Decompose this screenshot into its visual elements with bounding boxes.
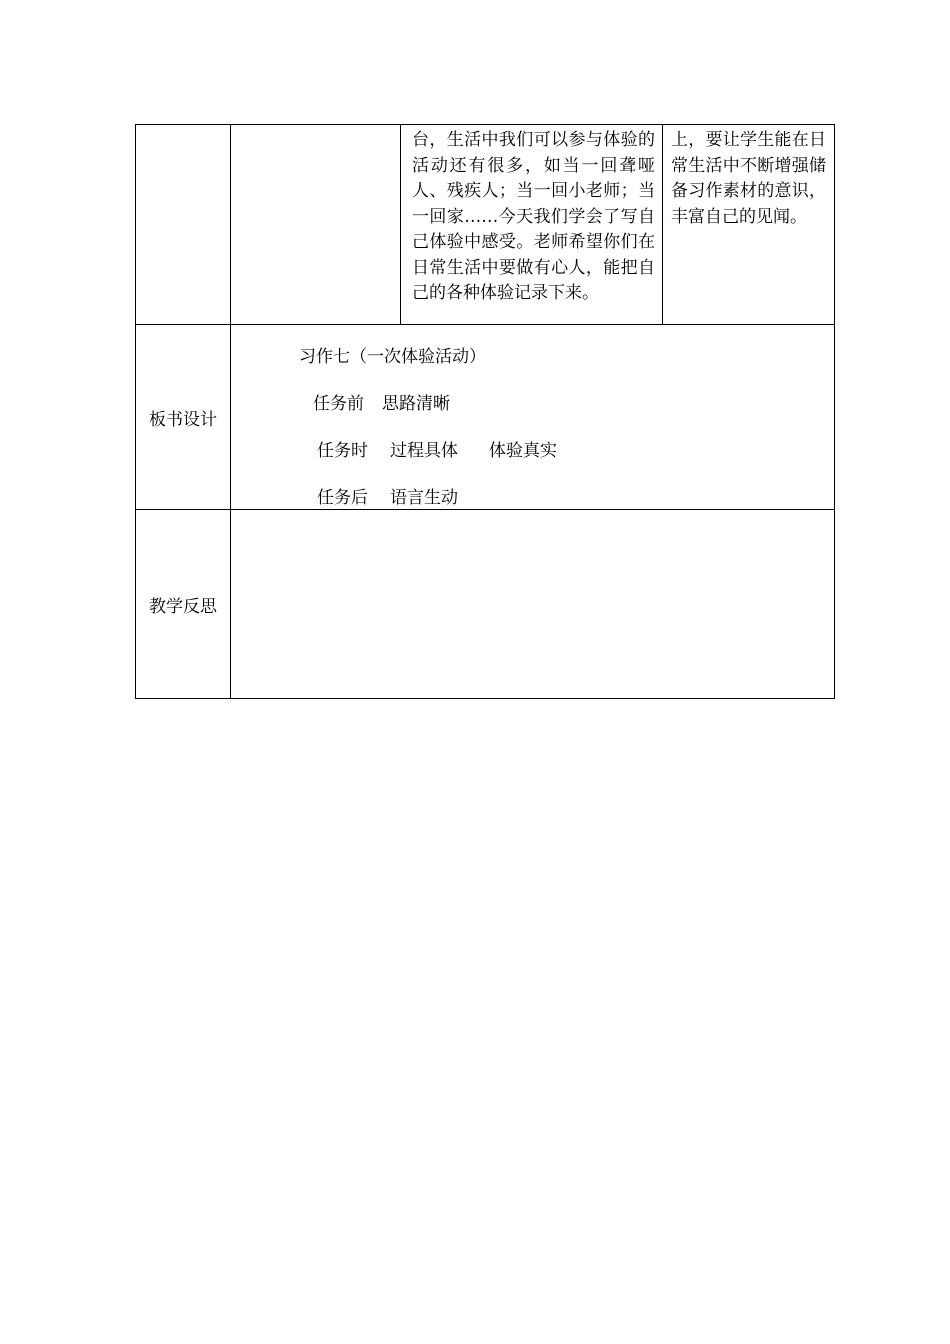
continuation-row	[136, 125, 835, 325]
continuation-label-cell	[136, 125, 231, 325]
reflection-label: 教学反思	[136, 510, 231, 699]
board-line-during	[317, 441, 557, 461]
board-design-row	[136, 325, 835, 510]
board-after-item: 语言生动	[390, 488, 458, 508]
reflection-content	[231, 510, 835, 699]
board-line-after	[317, 488, 458, 508]
board-during-item-2: 体验真实	[489, 441, 557, 461]
board-title: 习作七（一次体验活动）	[299, 347, 486, 367]
continuation-note-text: 上，要让学生能在日常生活中不断增强储备习作素材的意识，丰富自己的见闻。	[671, 130, 826, 227]
reflection-row	[136, 510, 835, 699]
board-line-before	[313, 394, 450, 414]
lesson-plan-table	[135, 124, 835, 699]
continuation-empty-cell	[231, 125, 401, 325]
board-during-item-1: 过程具体	[390, 441, 458, 461]
continuation-note-cell	[663, 125, 835, 325]
board-design-label: 板书设计	[136, 325, 231, 510]
continuation-content-text: 台，生活中我们可以参与体验的活动还有很多，如当一回聋哑人、残疾人；当一回小老师；当一回家……今天我们学会了写自己体验中感受。老师希望你们在日常生活中要做有心人，能把自己的各种体验记录下来。	[412, 130, 655, 303]
board-design-content	[231, 325, 835, 510]
board-during-label: 任务时	[317, 441, 368, 461]
board-before-item: 思路清晰	[382, 394, 450, 414]
board-after-label: 任务后	[317, 488, 368, 508]
board-before-label: 任务前	[313, 394, 364, 414]
continuation-content-cell	[401, 125, 663, 325]
